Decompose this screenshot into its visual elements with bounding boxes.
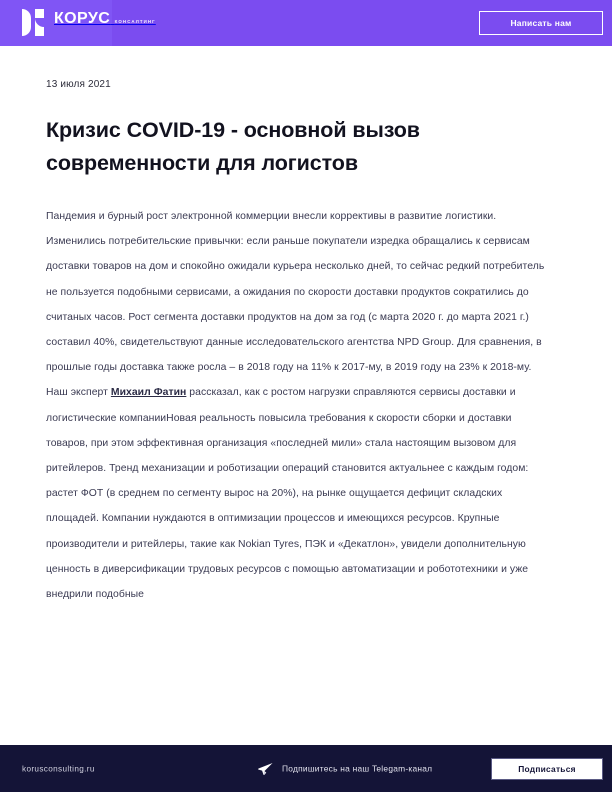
article-date: 13 июля 2021 — [46, 79, 111, 90]
logo-subtitle: КОНСАЛТИНГ — [114, 19, 156, 24]
article-container — [0, 46, 612, 607]
contact-us-button[interactable]: Написать нам — [479, 11, 603, 35]
site-footer — [0, 745, 612, 792]
article-body — [46, 204, 554, 607]
subscribe-button[interactable]: Подписаться — [491, 758, 603, 780]
telegram-paper-plane-icon — [258, 762, 273, 775]
expert-link[interactable]: Михаил Фатин — [110, 387, 187, 399]
footer-site-url[interactable]: korusconsulting.ru — [22, 764, 95, 773]
logo-title: КОРУС — [54, 10, 111, 27]
logo-text-block — [54, 9, 156, 28]
page-title: Кризис COVID-19 - основной вызов современности для логистов — [46, 118, 420, 175]
footer-telegram-block[interactable] — [258, 762, 432, 775]
korus-logo-mark-icon — [22, 9, 47, 36]
site-logo[interactable] — [22, 9, 156, 36]
article-body-part-2: рассказал, как с ростом нагрузки справляются сервисы доставки и логистические компанииНовая реальность повысила требования к скорости сборки и доставки товаров, при этом эффективная организация «последней мили» стала настоящим вызовом для ритейлеров. Тренд механизации и роботизации операций становится актуальнее с каждым годом: растет ФОТ (в среднем по сегменту вырос на 20%), на рынке ощущается дефицит складских площадей. Компании нуждаются в оптимизации процессов и имеющихся ресурсов. Крупные производители и ритейлеры, такие как Nokian Tyres, ПЭК и «Декатлон», увидели дополнительную ценность в диверсификации трудовых ресурсов с помощью автоматизации и робототехники и уже внедрили подобные — [46, 387, 529, 601]
footer-telegram-text: Подпишитесь на наш Telegam-канал — [282, 763, 433, 774]
site-header — [0, 0, 612, 46]
article-body-part-1: Пандемия и бурный рост электронной коммерции внесли коррективы в развитие логистики. Изменились потребительские привычки: если раньше покупатели изредка обращались к сервисам доставки товаров на дом и спокойно ожидали курьера несколько дней, то сейчас редкий потребитель не пользуется подобными сервисами, а ожидания по скорости доставки продуктов сократились до считаных часов. Рост сегмента доставки продуктов на дом за год (с марта 2020 г. до марта 2021 г.) составил 40%, свидетельствуют данные исследовательского агентства NPD Group. Для сравнения, в прошлые годы доставка также росла – в 2018 году на 11% к 2017-му, в 2019 году на 23% к 2018-му. Наш эксперт — [46, 211, 545, 399]
